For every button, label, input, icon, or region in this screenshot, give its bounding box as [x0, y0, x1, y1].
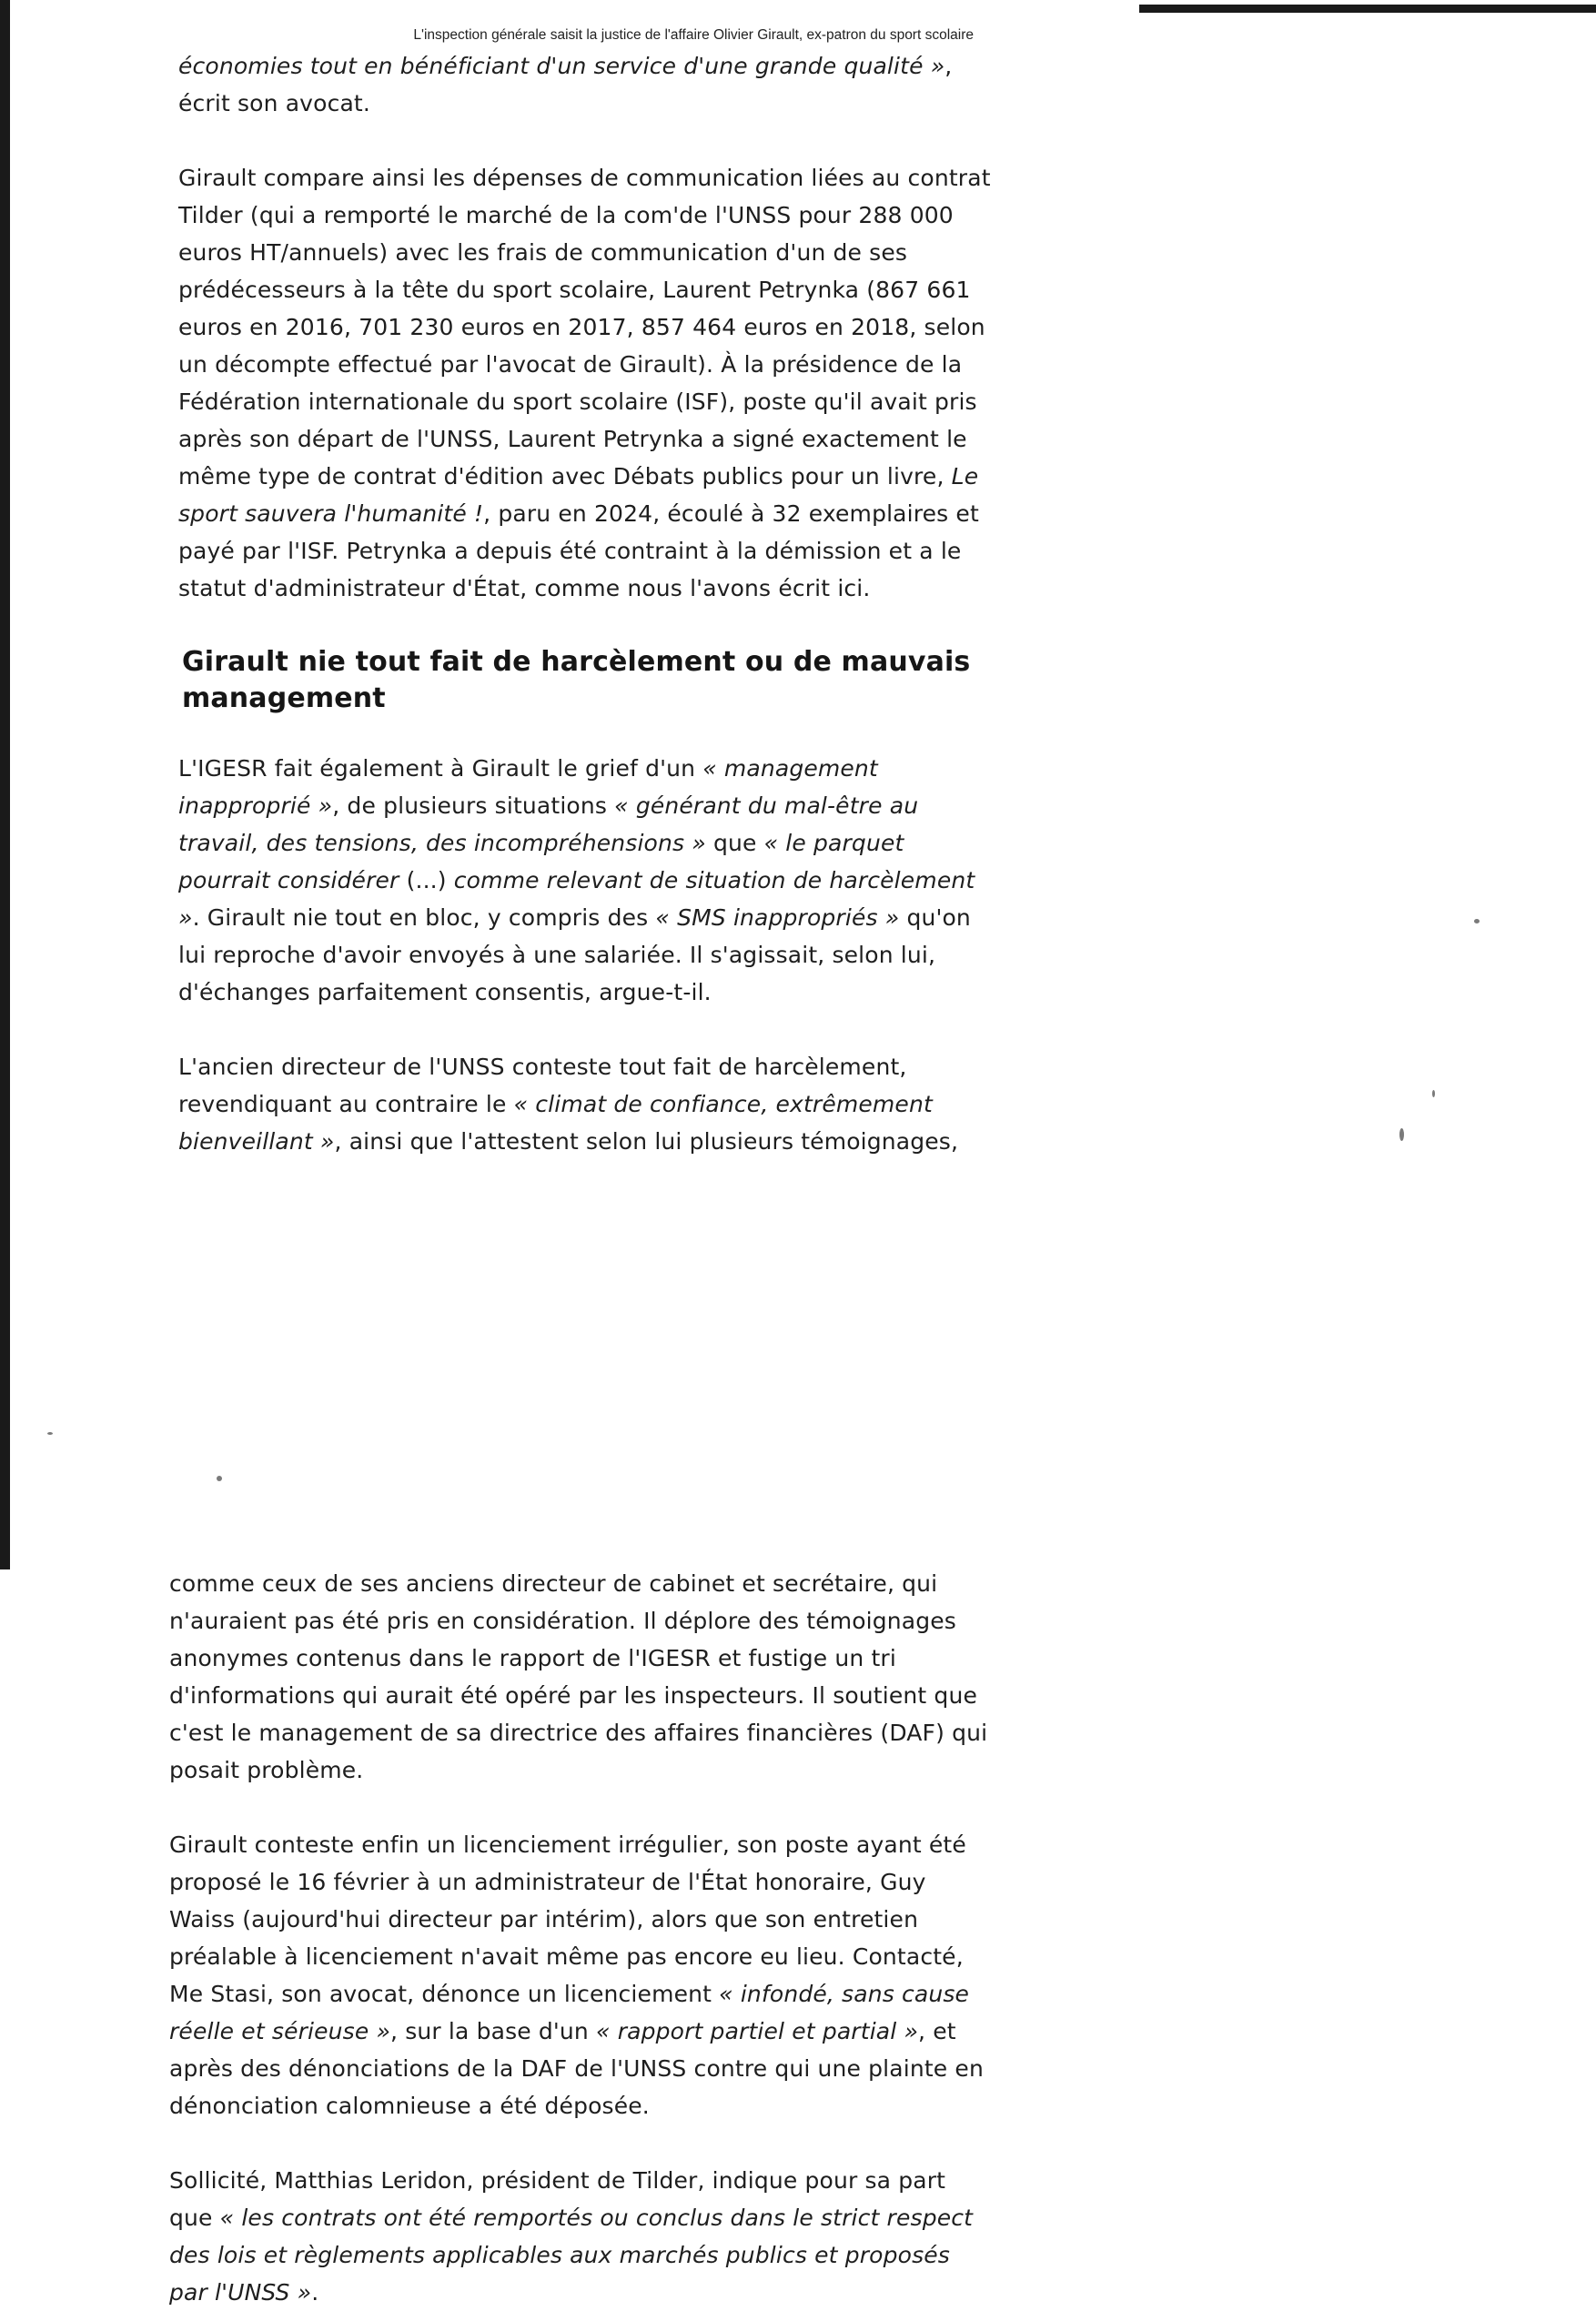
text-run: L'ancien directeur de l'UNSS conteste tout fait de harcèlement, revendiquant au contraire le: [178, 1054, 907, 1117]
scan-speck: [47, 1432, 53, 1435]
article-column-bottom: [169, 1565, 988, 2311]
scan-border-left: [0, 0, 10, 1569]
text-run: , écrit son avocat.: [178, 53, 953, 116]
section-heading: [182, 644, 997, 717]
article-paragraph: [169, 2162, 988, 2311]
text-run: L'IGESR fait également à Girault le grief d'un: [178, 755, 703, 782]
text-run: .: [311, 2279, 319, 2306]
quoted-text: « SMS inappropriés »: [655, 904, 900, 931]
text-run: Girault nie tout fait de harcèlement ou de mauvais management: [182, 646, 971, 714]
text-run: , sur la base d'un: [390, 2018, 597, 2044]
text-run: . Girault nie tout en bloc, y compris des: [192, 904, 656, 931]
text-run: , ainsi que l'attestent selon lui plusieurs témoignages,: [334, 1128, 959, 1155]
text-run: , de plusieurs situations: [332, 792, 615, 819]
article-paragraph: [169, 1565, 988, 1789]
text-run: , paru en 2024, écoulé à 32 exemplaires et payé par l'ISF. Petrynka a depuis été contraint à la démission et a le statut d'administrateur d'État, comme nous l'avons écrit ici.: [178, 500, 979, 601]
quoted-text: « le parquet pourrait considérer: [178, 830, 904, 893]
text-run: Sollicité, Matthias Leridon, président de Tilder, indique pour sa part que: [169, 2167, 946, 2231]
quoted-text: comme relevant de situation de harcèlement »: [178, 867, 975, 931]
article-column-top: [178, 47, 997, 1160]
quoted-text: « climat de confiance, extrêmement bienveillant »: [178, 1091, 933, 1155]
text-run: , et après des dénonciations de la DAF de l'UNSS contre qui une plainte en dénonciation calomnieuse a été déposée.: [169, 2018, 984, 2119]
article-paragraph: [178, 1048, 997, 1160]
running-header: L'inspection générale saisit la justice de l'affaire Olivier Girault, ex-patron du sport scolaire: [413, 27, 974, 43]
text-run: Girault conteste enfin un licenciement irrégulier, son poste ayant été proposé le 16 février à un administrateur de l'État honoraire, Guy Waiss (aujourd'hui directeur par intérim), alors que son entretien préalable à licenciement n'avait même pas encore eu lieu. Contacté, Me Stasi, son avocat, dénonce un licenciement: [169, 1832, 966, 2007]
quoted-text: économies tout en bénéficiant d'un service d'une grande qualité »: [178, 53, 945, 79]
scan-border-top: [1139, 5, 1596, 13]
quoted-text: « management inapproprié »: [178, 755, 878, 819]
article-paragraph: [178, 750, 997, 1011]
text-run: (...): [399, 867, 454, 893]
quoted-text: Le sport sauvera l'humanité !: [178, 463, 979, 527]
scan-speck: [1399, 1128, 1404, 1141]
scan-speck: [217, 1476, 222, 1481]
quoted-text: « les contrats ont été remportés ou conclus dans le strict respect des lois et règlements applicables aux marchés publics et proposés par l'UNSS »: [169, 2205, 974, 2306]
text-run: comme ceux de ses anciens directeur de cabinet et secrétaire, qui n'auraient pas été pris en considération. Il déplore des témoignages anonymes contenus dans le rapport de l'IGESR et fustige un tri d'informations qui aurait été opéré par les inspecteurs. Il soutient que c'est le management de sa directrice des affaires financières (DAF) qui posait problème.: [169, 1570, 988, 1783]
article-paragraph: [178, 47, 997, 122]
scan-speck: [1432, 1090, 1435, 1097]
article-paragraph: [169, 1826, 988, 2124]
article-paragraph: [178, 159, 997, 607]
quoted-text: « générant du mal-être au travail, des tensions, des incompréhensions »: [178, 792, 919, 856]
quoted-text: « rapport partiel et partial »: [596, 2018, 919, 2044]
text-run: que: [705, 830, 764, 856]
text-run: Girault compare ainsi les dépenses de communication liées au contrat Tilder (qui a remporté le marché de la com'de l'UNSS pour 288 000 euros HT/annuels) avec les frais de communication d'un de ses prédécesseurs à la tête du sport scolaire, Laurent Petrynka (867 661 euros en 2016, 701 230 euros en 2017, 857 464 euros en 2018, selon un décompte effectué par l'avocat de Girault). À la présidence de la Fédération internationale du sport scolaire (ISF), poste qu'il avait pris après son départ de l'UNSS, Laurent Petrynka a signé exactement le même type de contrat d'édition avec Débats publics pour un livre,: [178, 165, 991, 489]
quoted-text: « infondé, sans cause réelle et sérieuse »: [169, 1981, 970, 2044]
scan-speck: [1474, 919, 1480, 923]
text-run: qu'on lui reproche d'avoir envoyés à une salariée. Il s'agissait, selon lui, d'échanges parfaitement consentis, argue-t-il.: [178, 904, 971, 1005]
